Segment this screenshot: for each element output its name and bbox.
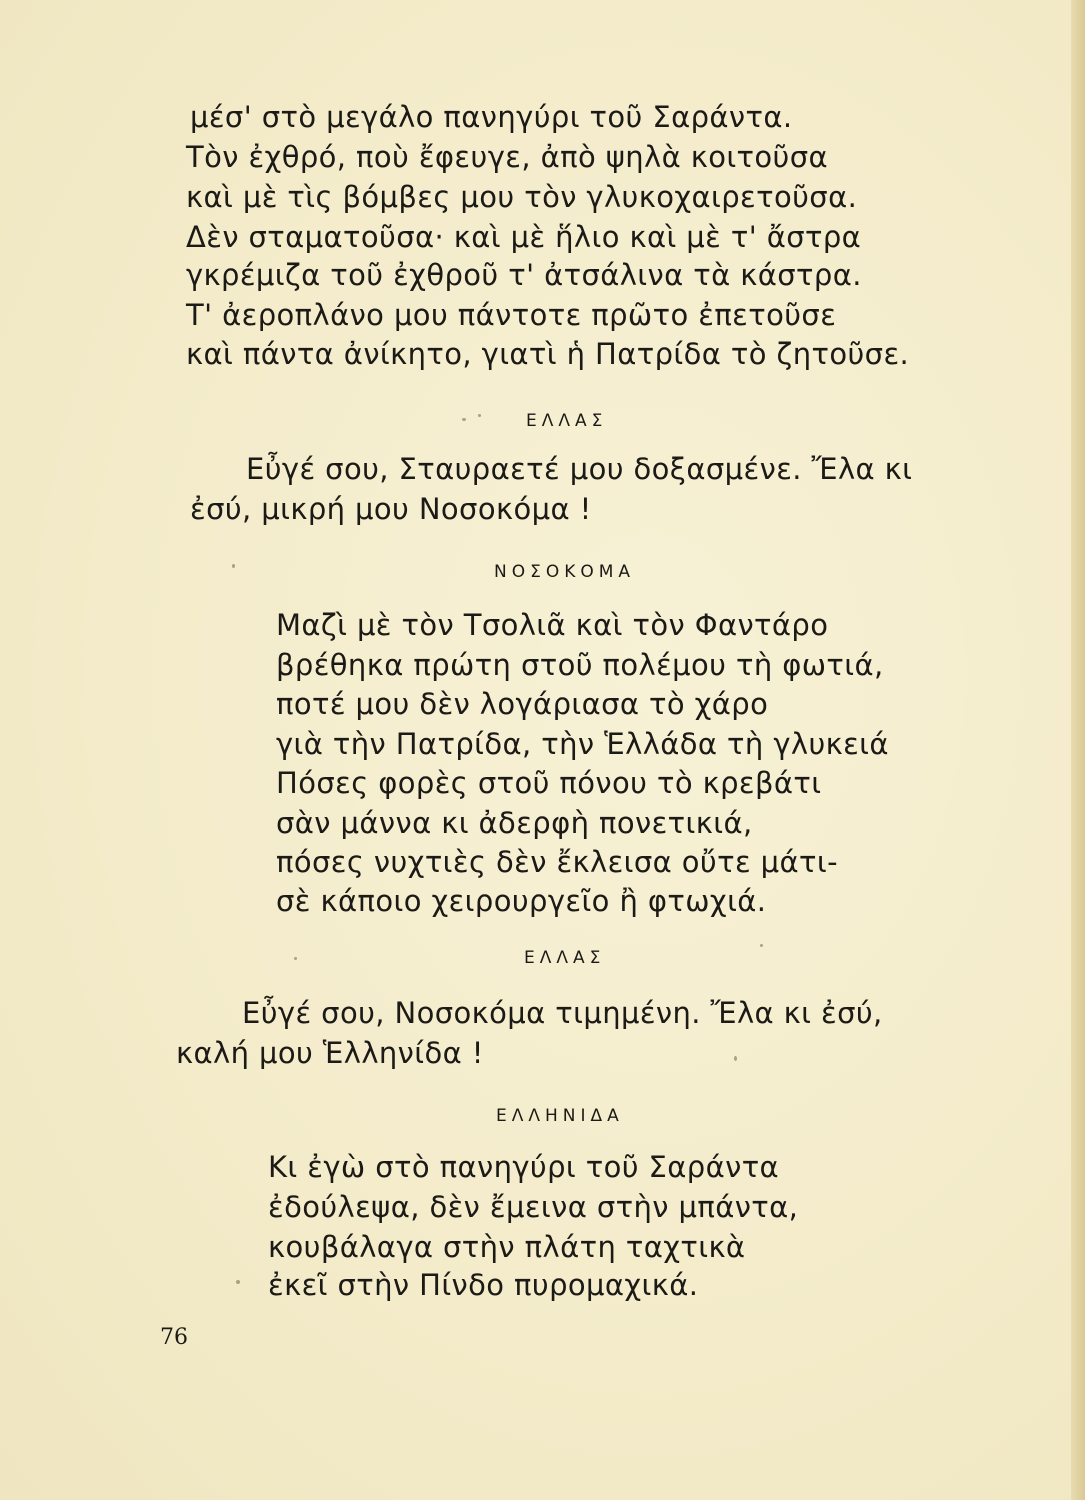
speaker-heading: ΝΟΣΟΚΟΜΑ bbox=[494, 562, 636, 582]
speaker-heading: ΕΛΛΑΣ bbox=[526, 411, 608, 431]
verse-line: Κι ἐγὼ στὸ πανηγύρι τοῦ Σαράντα bbox=[268, 1150, 780, 1184]
verse-line: Μαζὶ μὲ τὸν Τσολιᾶ καὶ τὸν Φαντάρο bbox=[276, 608, 829, 642]
scan-speck bbox=[734, 1056, 737, 1061]
verse-line: Δὲν σταματοῦσα· καὶ μὲ ἥλιο καὶ μὲ τ' ἄστρα bbox=[186, 220, 862, 254]
verse-line: Τ' ἀεροπλάνο μου πάντοτε πρῶτο ἐπετοῦσε bbox=[186, 298, 837, 332]
scan-speck bbox=[760, 944, 763, 947]
prose-line: Εὖγέ σου, Σταυραετέ μου δοξασμένε. Ἔλα κι bbox=[246, 452, 913, 486]
scan-speck bbox=[232, 564, 235, 568]
verse-line: σὰν μάννα κι ἀδερφὴ πονετικιά, bbox=[276, 806, 753, 840]
verse-line: γκρέμιζα τοῦ ἐχθροῦ τ' ἀτσάλινα τὰ κάστρα. bbox=[186, 258, 862, 292]
verse-line: μέσ' στὸ μεγάλο πανηγύρι τοῦ Σαράντα. bbox=[190, 100, 793, 134]
scan-speck bbox=[236, 1280, 240, 1284]
verse-line: γιὰ τὴν Πατρίδα, τὴν Ἑλλάδα τὴ γλυκειά bbox=[276, 727, 889, 761]
verse-line: ποτέ μου δὲν λογάριασα τὸ χάρο bbox=[276, 687, 769, 721]
verse-line: ἐδούλεψα, δὲν ἔμεινα στὴν μπάντα, bbox=[268, 1190, 799, 1224]
verse-line: πόσες νυχτιὲς δὲν ἔκλεισα οὔτε μάτι- bbox=[276, 845, 838, 879]
page-number: 76 bbox=[160, 1325, 188, 1350]
speaker-heading: ΕΛΛΑΣ bbox=[524, 948, 606, 968]
verse-line: Τὸν ἐχθρό, ποὺ ἔφευγε, ἀπὸ ψηλὰ κοιτοῦσα bbox=[186, 140, 829, 174]
prose-line: ἐσύ, μικρή μου Νοσοκόμα ! bbox=[190, 492, 592, 526]
prose-line: Εὖγέ σου, Νοσοκόμα τιμημένη. Ἔλα κι ἐσύ, bbox=[242, 996, 883, 1030]
prose-line: καλή μου Ἑλληνίδα ! bbox=[176, 1036, 484, 1070]
verse-line: σὲ κάποιο χειρουργεῖο ἢ φτωχιά. bbox=[276, 884, 767, 918]
scan-speck bbox=[294, 957, 297, 960]
scan-speck bbox=[478, 414, 481, 417]
speaker-heading: ΕΛΛΗΝΙΔΑ bbox=[496, 1106, 624, 1126]
verse-line: καὶ πάντα ἀνίκητο, γιατὶ ἡ Πατρίδα τὸ ζητοῦσε. bbox=[186, 337, 910, 371]
page-edge-shadow bbox=[1071, 0, 1085, 1500]
verse-line: βρέθηκα πρώτη στοῦ πολέμου τὴ φωτιά, bbox=[276, 648, 884, 682]
verse-line: ἐκεῖ στὴν Πίνδο πυρομαχικά. bbox=[268, 1268, 699, 1302]
verse-line: κουβάλαγα στὴν πλάτη ταχτικὰ bbox=[268, 1230, 746, 1264]
verse-line: καὶ μὲ τὶς βόμβες μου τὸν γλυκοχαιρετοῦσα. bbox=[186, 180, 858, 214]
verse-line: Πόσες φορὲς στοῦ πόνου τὸ κρεβάτι bbox=[276, 766, 822, 800]
scan-speck bbox=[462, 418, 466, 421]
